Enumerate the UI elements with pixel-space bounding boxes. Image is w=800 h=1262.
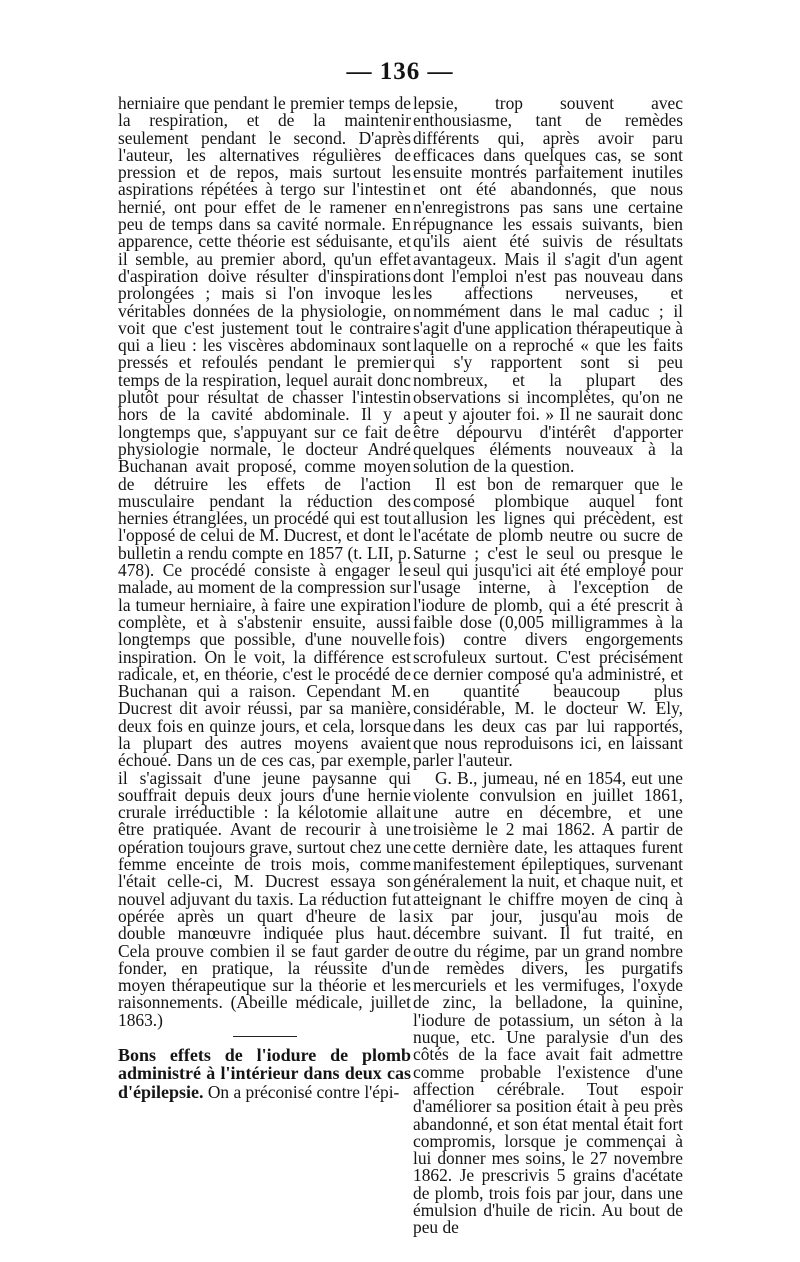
section-divider — [233, 1036, 297, 1037]
left-column — [118, 95, 411, 1101]
paragraph-epilepsy-intro: lepsie, trop souvent avec enthousiasme, tant de remèdes différents qui, après avoir paru efficaces dans quelques cas, se sont ensuite montrés parfaitement inutiles et ont été abandonnés, que nous n'enregistrons pas sans une certaine répugnance les essais suivants, bien qu'ils aient été suivis de résultats avantageux. Mais il s'agit d'un agent dont l'emploi n'est pas nouveau dans les affections nerveuses, et nommément dans le mal caduc ; il s'agit d'une application thérapeutique à laquelle on a reproché « que les faits qui s'y rapportent sont si peu nombreux, et la plupart des observations si incomplètes, qu'on ne peut y ajouter foi. » Il ne saurait donc être dépourvu d'intérêt d'apporter quelques éléments nouveaux à la solution de la question. — [413, 93, 683, 477]
right-column — [413, 95, 683, 1237]
paragraph-hernia-continued: herniaire que pendant le premier temps de la respiration, et de la maintenir seulement pendant le second. D'après l'auteur, les alternatives régulières de pression et de repos, mais surtout les aspirations répétées à tergo sur l'intestin hernié, ont pour effet de le ramener en peu de temps dans sa cavité normale. En apparence, cette théorie est séduisante, et il semble, au premier abord, qu'un effet d'aspiration doive résulter d'inspirations prolongées ; mais si l'on invoque les véritables données de la physiologie, on voit que c'est justement tout le contraire qui a lieu : les viscères abdominaux sont pressés et refoulés pendant le premier temps de la respiration, lequel aurait donc plutôt pour résultat de chasser l'intestin hors de la cavité abdominale. Il y a longtemps que, s'appuyant sur ce fait de physiologie normale, le docteur André Buchanan avait proposé, comme moyen de détruire les effets de l'action musculaire pendant la réduction des hernies étranglées, un procédé qui est tout l'opposé de celui de M. Ducrest, et dont le bulletin a rendu compte en 1857 (t. LII, p. 478). Ce procédé consiste à engager le malade, au moment de la compression sur la tumeur herniaire, à faire une expiration complète, et à s'abstenir ensuite, aussi longtemps que possible, d'une nouvelle inspiration. On le voit, la différence est radicale, et, en théorie, c'est le procédé de Buchanan qui a raison. Cependant M. Ducrest dit avoir réussi, par sa manière, deux fois en quinze jours, et cela, lorsque la plupart des autres moyens avaient échoué. Dans un de ces cas, par exemple, il s'agissait d'une jeune paysanne qui souffrait depuis deux jours d'une hernie crurale irréductible : la kélotomie allait être pratiquée. Avant de recourir à une opération toujours grave, surtout chez une femme enceinte de trois mois, comme l'était celle-ci, M. Ducrest essaya son nouvel adjuvant du taxis. La réduction fut opérée après un quart d'heure de la double manœuvre indiquée plus haut. Cela prouve combien il se faut garder de fonder, en pratique, la réussite d'un moyen thérapeutique sur la théorie et les raisonnements. (Abeille médicale, juillet 1863.) — [118, 93, 411, 1030]
article-heading: Bons effets de l'iodure de plomb administré à l'intérieur dans deux cas d'épilepsie. — [118, 1045, 411, 1102]
page-number: — 136 — — [346, 58, 454, 85]
paragraph-case-gb: G. B., jumeau, né en 1854, eut une violente convulsion en juillet 1861, une autre en décembre, et une troisième le 2 mai 1862. A partir de cette dernière date, les attaques furent manifestement épileptiques, survenant généralement la nuit, et chaque nuit, et atteignant le chiffre moyen de cinq à six par jour, jusqu'au mois de décembre suivant. Il fut traité, en outre du régime, par un grand nombre de remèdes divers, les purgatifs mercuriels et les vermifuges, l'oxyde de zinc, la belladone, la quinine, l'iodure de potassium, un séton à la nuque, etc. Une paralysie d'un des côtés de la face avait fait admettre comme probable l'existence d'une affection cérébrale. Tout espoir d'améliorer sa position était à peu près abandonné, et son état mental était fort compromis, lorsque je commençai à lui donner mes soins, le 27 novembre 1862. Je prescrivis 5 grains d'acétate de plomb, trois fois par jour, dans une émulsion d'huile de ricin. Au bout de peu de — [413, 767, 683, 1238]
paragraph-lead-compound: Il est bon de remarquer que le composé plombique auquel font allusion les lignes qui précèdent, est l'acétate de plomb neutre ou sucre de Saturne ; c'est le seul ou presque le seul qui jusqu'ici ait été employé pour l'usage interne, à l'exception de l'iodure de plomb, qui a été prescrit à faible dose (0,005 milligrammes à la fois) contre divers engorgements scrofuleux surtout. C'est précisément ce dernier composé qu'a administré, et en quantité beaucoup plus considérable, M. le docteur W. Ely, dans les deux cas par lui rapportés, que nous reproduisons ici, en laissant parler l'auteur. — [413, 473, 683, 771]
article-paragraph-epilepsy — [118, 1046, 411, 1101]
article-text-start: On a préconisé contre l'épi- — [207, 1081, 400, 1102]
